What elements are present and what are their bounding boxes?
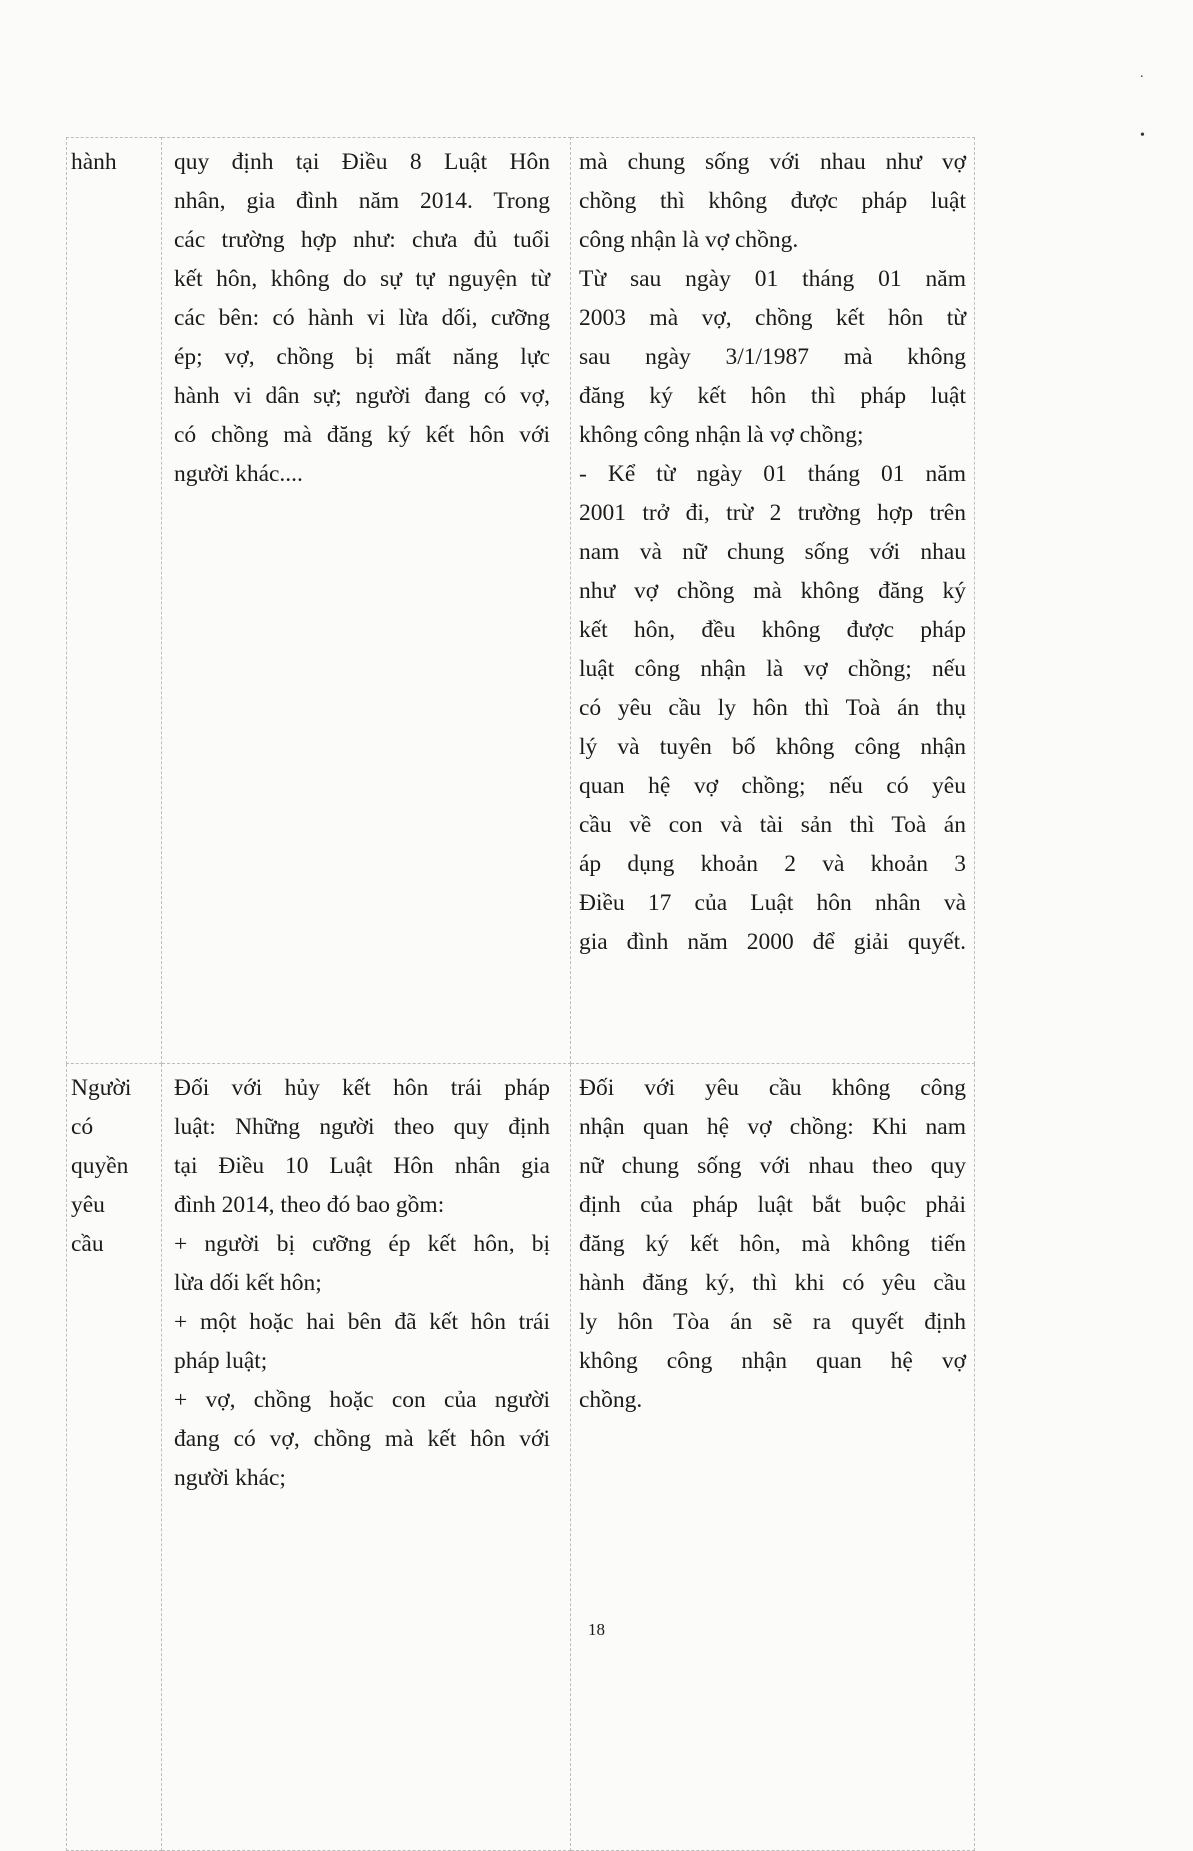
text-line: luật công nhận là vợ chồng; nếu — [579, 656, 966, 682]
text-line: hành đăng ký, thì khi có yêu cầu — [579, 1270, 966, 1296]
row2-label-cell — [67, 1064, 162, 1851]
table-row — [67, 138, 975, 1064]
text-line: không công nhận quan hệ vợ — [579, 1348, 966, 1374]
text-line: Đối với yêu cầu không công — [579, 1075, 966, 1101]
text-line: kết hôn, không do sự tự nguyện từ — [174, 266, 550, 292]
text-line: + vợ, chồng hoặc con của người — [174, 1387, 550, 1413]
text-line: luật: Những người theo quy định — [174, 1114, 550, 1140]
text-line: có yêu cầu ly hôn thì Toà án thụ — [579, 695, 966, 721]
text-line: các bên: có hành vi lừa dối, cưỡng — [174, 305, 550, 331]
text-line: quy định tại Điều 8 Luật Hôn — [174, 149, 550, 175]
row1-right-cell — [571, 138, 975, 1064]
text-line: Người — [71, 1075, 132, 1101]
row2-right-cell — [571, 1064, 975, 1851]
text-line: các trường hợp như: chưa đủ tuổi — [174, 227, 550, 253]
text-line: đăng ký kết hôn, mà không tiến — [579, 1231, 966, 1257]
text-line: cầu về con và tài sản thì Toà án — [579, 812, 966, 838]
text-line: mà chung sống với nhau như vợ — [579, 149, 966, 175]
text-line: chồng. — [579, 1387, 643, 1413]
text-line: nữ chung sống với nhau theo quy — [579, 1153, 966, 1179]
text-line: 2003 mà vợ, chồng kết hôn từ — [579, 305, 966, 331]
text-line: nhận quan hệ vợ chồng: Khi nam — [579, 1114, 966, 1140]
text-line: nam và nữ chung sống với nhau — [579, 539, 966, 565]
row1-label-cell — [67, 138, 162, 1064]
page-number: 18 — [588, 1620, 605, 1639]
text-line: hành — [71, 149, 117, 175]
text-line: + một hoặc hai bên đã kết hôn trái — [174, 1309, 550, 1335]
text-line: quan hệ vợ chồng; nếu có yêu — [579, 773, 966, 799]
text-line: 2001 trở đi, trừ 2 trường hợp trên — [579, 500, 966, 526]
text-line: có — [71, 1114, 94, 1140]
text-line: đang có vợ, chồng mà kết hôn với — [174, 1426, 550, 1452]
table-row — [67, 1064, 975, 1851]
text-line: định của pháp luật bắt buộc phải — [579, 1192, 966, 1218]
text-line: áp dụng khoản 2 và khoản 3 — [579, 851, 966, 877]
text-line: yêu — [71, 1192, 105, 1218]
text-line: như vợ chồng mà không đăng ký — [579, 578, 966, 604]
text-line: sau ngày 3/1/1987 mà không — [579, 344, 966, 370]
text-line: đình 2014, theo đó bao gồm: — [174, 1192, 445, 1218]
text-line: kết hôn, đều không được pháp — [579, 617, 966, 643]
text-line: người khác; — [174, 1465, 286, 1491]
row1-middle-cell — [162, 138, 571, 1064]
text-line: hành vi dân sự; người đang có vợ, — [174, 383, 550, 409]
text-line: - Kể từ ngày 01 tháng 01 năm — [579, 461, 966, 487]
text-line: chồng thì không được pháp luật — [579, 188, 966, 214]
text-line: ép; vợ, chồng bị mất năng lực — [174, 344, 550, 370]
text-line: lý và tuyên bố không công nhận — [579, 734, 966, 760]
text-line: Đối với hủy kết hôn trái pháp — [174, 1075, 550, 1101]
text-line: pháp luật; — [174, 1348, 268, 1374]
scan-speck: • — [1140, 128, 1145, 143]
text-line: lừa dối kết hôn; — [174, 1270, 322, 1296]
scan-speck: . — [1140, 66, 1144, 81]
text-line: công nhận là vợ chồng. — [579, 227, 799, 253]
text-line: cầu — [71, 1231, 104, 1257]
text-line: đăng ký kết hôn thì pháp luật — [579, 383, 966, 409]
row2-middle-cell — [162, 1064, 571, 1851]
text-line: Điều 17 của Luật hôn nhân và — [579, 890, 966, 916]
text-line: + người bị cưỡng ép kết hôn, bị — [174, 1231, 550, 1257]
text-line: Từ sau ngày 01 tháng 01 năm — [579, 266, 966, 292]
text-line: người khác.... — [174, 461, 303, 487]
comparison-table — [66, 137, 975, 1851]
text-line: ly hôn Tòa án sẽ ra quyết định — [579, 1309, 966, 1335]
text-line: không công nhận là vợ chồng; — [579, 422, 864, 448]
text-line: tại Điều 10 Luật Hôn nhân gia — [174, 1153, 550, 1179]
text-line: nhân, gia đình năm 2014. Trong — [174, 188, 550, 214]
text-line: quyền — [71, 1153, 129, 1179]
text-line: có chồng mà đăng ký kết hôn với — [174, 422, 550, 448]
text-line: gia đình năm 2000 để giải quyết. — [579, 929, 966, 955]
